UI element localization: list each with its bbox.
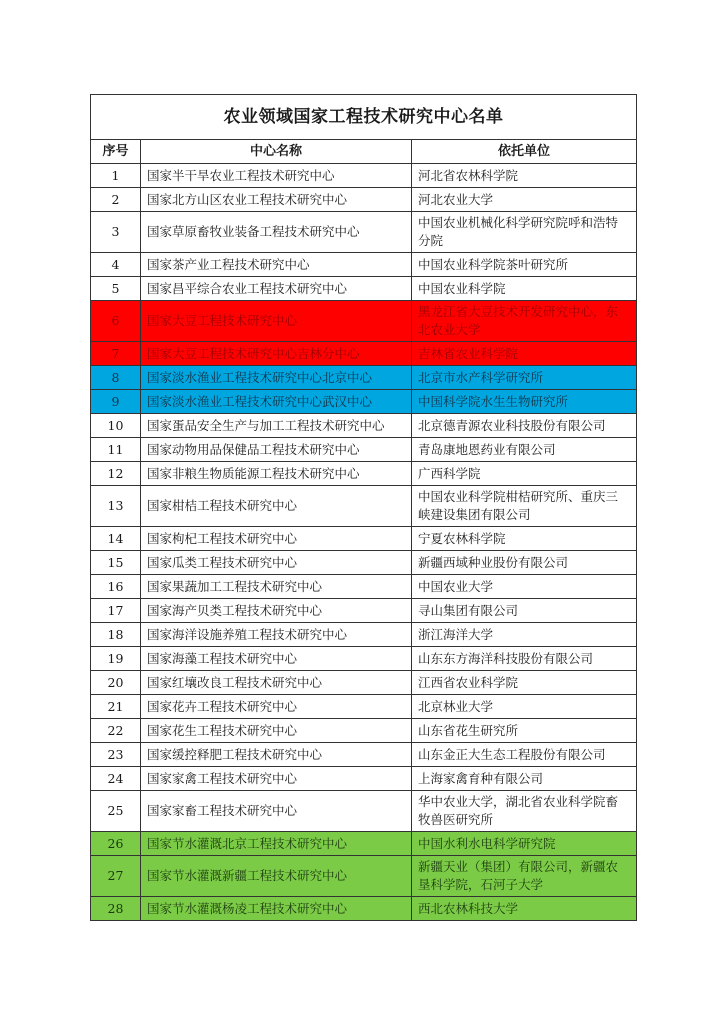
center-name-cell: 国家草原畜牧业装备工程技术研究中心 [141, 212, 412, 253]
header-host-unit: 依托单位 [412, 140, 637, 164]
row-index: 16 [91, 575, 141, 599]
table-row [91, 212, 637, 253]
table-row [91, 188, 637, 212]
host-unit-cell: 中国科学院水生生物研究所 [412, 390, 637, 414]
row-index: 26 [91, 832, 141, 856]
center-name-cell: 国家海洋设施养殖工程技术研究中心 [141, 623, 412, 647]
center-name-cell: 国家家禽工程技术研究中心 [141, 767, 412, 791]
center-name-cell: 国家海产贝类工程技术研究中心 [141, 599, 412, 623]
row-index: 4 [91, 253, 141, 277]
row-index: 6 [91, 301, 141, 342]
host-unit-cell: 北京林业大学 [412, 695, 637, 719]
row-index: 7 [91, 342, 141, 366]
center-name-cell: 国家动物用品保健品工程技术研究中心 [141, 438, 412, 462]
host-unit-cell: 山东东方海洋科技股份有限公司 [412, 647, 637, 671]
table-title: 农业领域国家工程技术研究中心名单 [91, 95, 637, 140]
center-name-cell: 国家果蔬加工工程技术研究中心 [141, 575, 412, 599]
host-unit-cell: 江西省农业科学院 [412, 671, 637, 695]
center-name-cell: 国家柑桔工程技术研究中心 [141, 486, 412, 527]
table-row [91, 623, 637, 647]
center-name-cell: 国家红壤改良工程技术研究中心 [141, 671, 412, 695]
row-index: 9 [91, 390, 141, 414]
table-row [91, 342, 637, 366]
table-row [91, 366, 637, 390]
center-name-cell: 国家节水灌溉新疆工程技术研究中心 [141, 856, 412, 897]
host-unit-cell: 北京市水产科学研究所 [412, 366, 637, 390]
row-index: 27 [91, 856, 141, 897]
center-name-cell: 国家北方山区农业工程技术研究中心 [141, 188, 412, 212]
table-row [91, 301, 637, 342]
table-row [91, 832, 637, 856]
table-row [91, 767, 637, 791]
host-unit-cell: 中国水利水电科学研究院 [412, 832, 637, 856]
table-row [91, 390, 637, 414]
center-name-cell: 国家节水灌溉杨凌工程技术研究中心 [141, 897, 412, 921]
center-name-cell: 国家缓控释肥工程技术研究中心 [141, 743, 412, 767]
host-unit-cell: 新疆西域种业股份有限公司 [412, 551, 637, 575]
center-name-cell: 国家家畜工程技术研究中心 [141, 791, 412, 832]
center-name-cell: 国家枸杞工程技术研究中心 [141, 527, 412, 551]
table-row [91, 575, 637, 599]
center-name-cell: 国家大豆工程技术研究中心吉林分中心 [141, 342, 412, 366]
row-index: 5 [91, 277, 141, 301]
row-index: 3 [91, 212, 141, 253]
host-unit-cell: 中国农业大学 [412, 575, 637, 599]
center-name-cell: 国家海藻工程技术研究中心 [141, 647, 412, 671]
header-row [91, 140, 637, 164]
host-unit-cell: 华中农业大学，湖北省农业科学院畜牧兽医研究所 [412, 791, 637, 832]
host-unit-cell: 山东金正大生态工程股份有限公司 [412, 743, 637, 767]
row-index: 28 [91, 897, 141, 921]
row-index: 25 [91, 791, 141, 832]
host-unit-cell: 吉林省农业科学院 [412, 342, 637, 366]
row-index: 23 [91, 743, 141, 767]
center-name-cell: 国家茶产业工程技术研究中心 [141, 253, 412, 277]
table-row [91, 897, 637, 921]
center-name-cell: 国家瓜类工程技术研究中心 [141, 551, 412, 575]
host-unit-cell: 中国农业机械化科学研究院呼和浩特分院 [412, 212, 637, 253]
host-unit-cell: 中国农业科学院柑桔研究所、重庆三峡建设集团有限公司 [412, 486, 637, 527]
center-name-cell: 国家淡水渔业工程技术研究中心武汉中心 [141, 390, 412, 414]
table-row [91, 551, 637, 575]
host-unit-cell: 河北农业大学 [412, 188, 637, 212]
center-name-cell: 国家花卉工程技术研究中心 [141, 695, 412, 719]
row-index: 2 [91, 188, 141, 212]
row-index: 1 [91, 164, 141, 188]
table-body [91, 164, 637, 921]
row-index: 18 [91, 623, 141, 647]
row-index: 13 [91, 486, 141, 527]
table-row [91, 599, 637, 623]
row-index: 10 [91, 414, 141, 438]
row-index: 17 [91, 599, 141, 623]
table-row [91, 462, 637, 486]
table-row [91, 164, 637, 188]
header-index: 序号 [91, 140, 141, 164]
row-index: 22 [91, 719, 141, 743]
table-row [91, 719, 637, 743]
host-unit-cell: 浙江海洋大学 [412, 623, 637, 647]
table-row [91, 414, 637, 438]
host-unit-cell: 上海家禽育种有限公司 [412, 767, 637, 791]
table-row [91, 438, 637, 462]
host-unit-cell: 青岛康地恩药业有限公司 [412, 438, 637, 462]
table-row [91, 253, 637, 277]
center-name-cell: 国家淡水渔业工程技术研究中心北京中心 [141, 366, 412, 390]
row-index: 24 [91, 767, 141, 791]
document [90, 94, 636, 921]
row-index: 15 [91, 551, 141, 575]
table-row [91, 486, 637, 527]
row-index: 21 [91, 695, 141, 719]
host-unit-cell: 黑龙江省大豆技术开发研究中心，东北农业大学 [412, 301, 637, 342]
center-name-cell: 国家大豆工程技术研究中心 [141, 301, 412, 342]
row-index: 20 [91, 671, 141, 695]
table-row [91, 277, 637, 301]
row-index: 14 [91, 527, 141, 551]
row-index: 11 [91, 438, 141, 462]
row-index: 12 [91, 462, 141, 486]
table-row [91, 671, 637, 695]
center-name-cell: 国家蛋品安全生产与加工工程技术研究中心 [141, 414, 412, 438]
row-index: 19 [91, 647, 141, 671]
center-name-cell: 国家节水灌溉北京工程技术研究中心 [141, 832, 412, 856]
host-unit-cell: 西北农林科技大学 [412, 897, 637, 921]
center-name-cell: 国家花生工程技术研究中心 [141, 719, 412, 743]
table-row [91, 527, 637, 551]
center-name-cell: 国家非粮生物质能源工程技术研究中心 [141, 462, 412, 486]
centers-table [90, 94, 637, 921]
host-unit-cell: 新疆天业（集团）有限公司，新疆农垦科学院，石河子大学 [412, 856, 637, 897]
table-row [91, 856, 637, 897]
row-index: 8 [91, 366, 141, 390]
table-row [91, 695, 637, 719]
table-row [91, 743, 637, 767]
host-unit-cell: 寻山集团有限公司 [412, 599, 637, 623]
host-unit-cell: 宁夏农林科学院 [412, 527, 637, 551]
header-center-name: 中心名称 [141, 140, 412, 164]
center-name-cell: 国家半干旱农业工程技术研究中心 [141, 164, 412, 188]
host-unit-cell: 广西科学院 [412, 462, 637, 486]
host-unit-cell: 河北省农林科学院 [412, 164, 637, 188]
table-row [91, 791, 637, 832]
center-name-cell: 国家昌平综合农业工程技术研究中心 [141, 277, 412, 301]
host-unit-cell: 中国农业科学院 [412, 277, 637, 301]
host-unit-cell: 中国农业科学院茶叶研究所 [412, 253, 637, 277]
table-row [91, 647, 637, 671]
title-row [91, 95, 637, 140]
host-unit-cell: 山东省花生研究所 [412, 719, 637, 743]
host-unit-cell: 北京德青源农业科技股份有限公司 [412, 414, 637, 438]
